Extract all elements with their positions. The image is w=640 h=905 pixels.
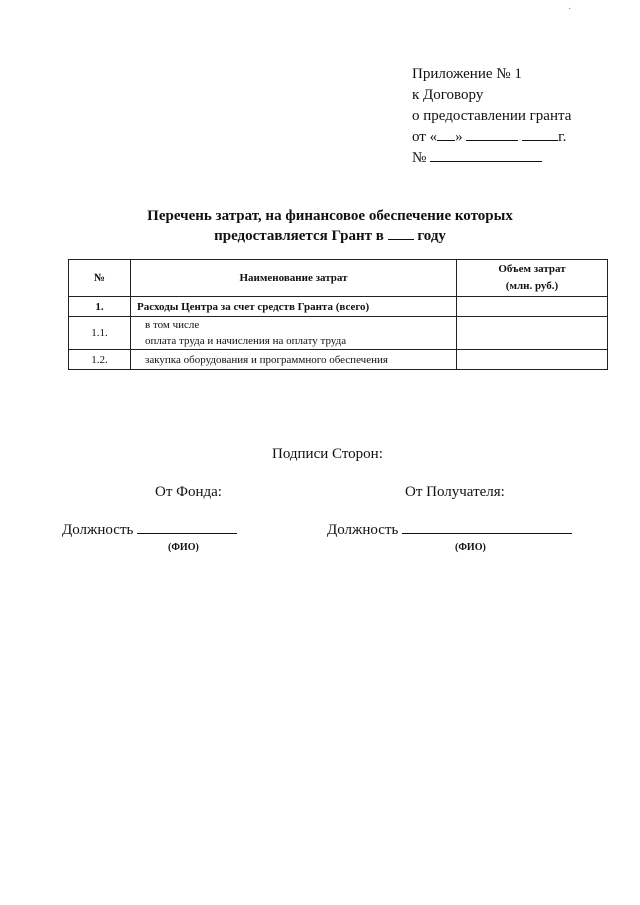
title-line-2-end: году (417, 228, 446, 244)
row-volume (457, 297, 608, 317)
row-number: 1.2. (69, 350, 131, 370)
right-party-label: От Получателя: (405, 484, 505, 500)
number-prefix: № (412, 150, 427, 166)
page-mark: · (568, 4, 572, 15)
title-line-2 (60, 226, 600, 246)
table-row (69, 297, 608, 317)
date-suffix: г. (558, 129, 567, 145)
header-volume-line-1: Объем затрат (498, 263, 566, 275)
appendix-number-line (412, 148, 571, 169)
header-volume (457, 260, 608, 297)
row-volume (457, 350, 608, 370)
table-row (69, 317, 608, 350)
number-blank (430, 148, 542, 162)
table-row (69, 350, 608, 370)
document-title (60, 207, 600, 246)
left-signature-blank (137, 520, 237, 534)
left-fio-label: (ФИО) (168, 542, 199, 553)
row-number: 1. (69, 297, 131, 317)
header-volume-line-2: (млн. руб.) (505, 280, 559, 292)
title-line-1: Перечень затрат, на финансовое обеспечение которых (147, 208, 513, 224)
right-signature-blank (402, 520, 572, 534)
left-position-label: Должность (62, 522, 134, 538)
date-mid: » (455, 129, 463, 145)
signatures-heading: Подписи Сторон: (272, 446, 383, 462)
right-position-label: Должность (327, 522, 399, 538)
row-name: Расходы Центра за счет средств Гранта (всего) (131, 297, 457, 317)
date-month-blank (466, 127, 518, 141)
appendix-grant-ref: о предоставлении гранта (412, 108, 572, 124)
date-day-blank (437, 127, 455, 141)
costs-table (68, 259, 608, 370)
left-position-line (62, 520, 237, 539)
row-name-line-2: оплата труда и начисления на оплату труда (145, 335, 347, 347)
row-name-line-1: в том числе (145, 319, 200, 331)
date-year-blank (522, 127, 558, 141)
table-header-row (69, 260, 608, 297)
left-party-label: От Фонда: (155, 484, 222, 500)
row-name: закупка оборудования и программного обеспечения (131, 350, 457, 370)
appendix-title: Приложение № 1 (412, 66, 522, 82)
appendix-date-line (412, 127, 571, 148)
row-number: 1.1. (69, 317, 131, 350)
header-number: № (69, 260, 131, 297)
appendix-contract-ref: к Договору (412, 87, 484, 103)
right-fio-label: (ФИО) (455, 542, 486, 553)
date-prefix: от « (412, 129, 438, 145)
right-position-line (327, 520, 572, 539)
title-line-2-start: предоставляется Грант в (214, 228, 384, 244)
appendix-header (412, 64, 571, 169)
row-volume (457, 317, 608, 350)
row-name (131, 317, 457, 350)
year-blank (388, 226, 414, 240)
header-name: Наименование затрат (131, 260, 457, 297)
